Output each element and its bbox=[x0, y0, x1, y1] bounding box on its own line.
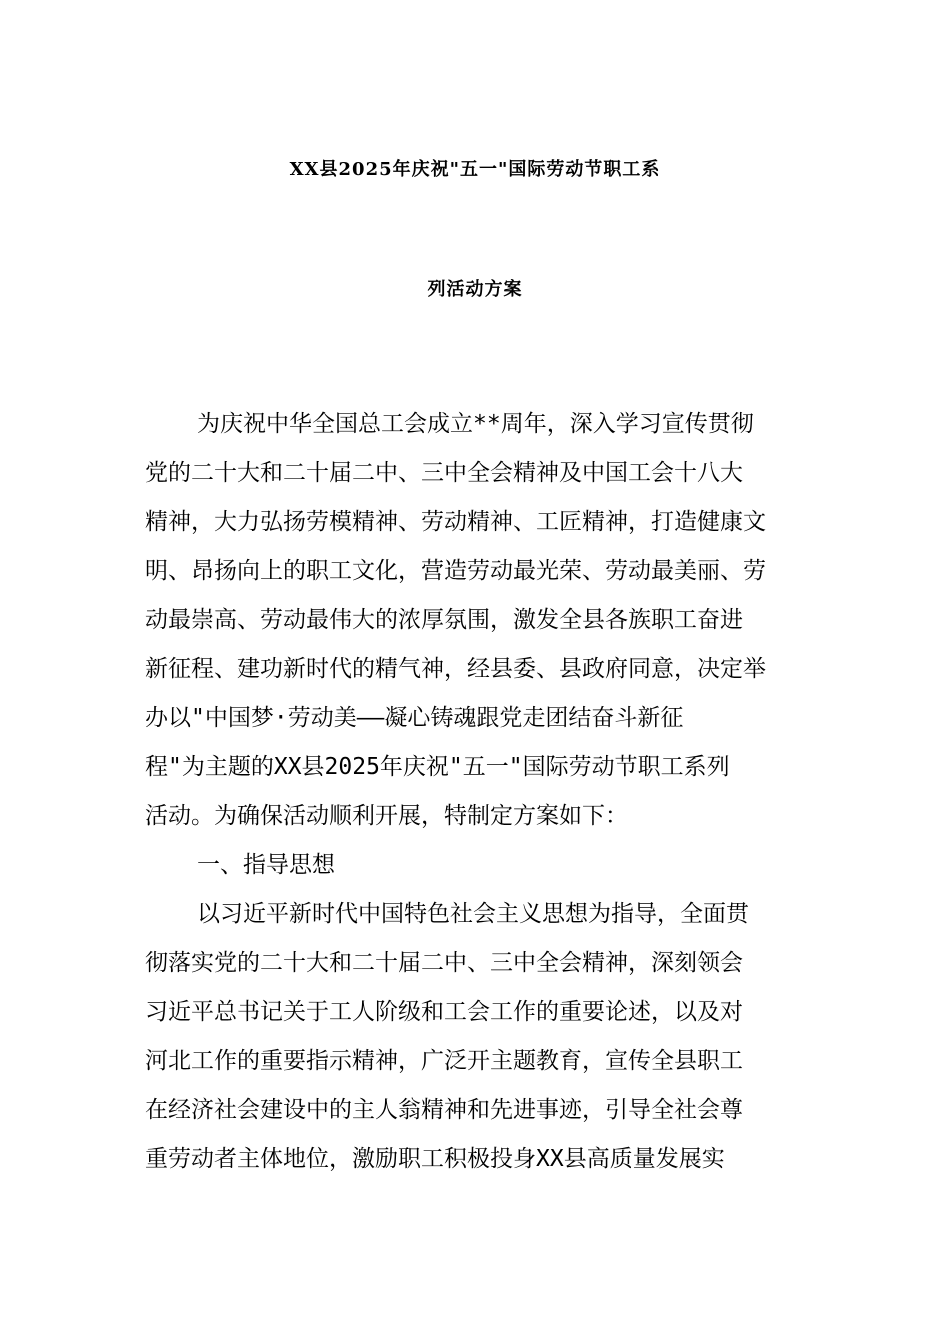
paragraph-1-line-8: 程"为主题的XX县2025年庆祝"五一"国际劳动节职工系列 bbox=[145, 754, 730, 780]
paragraph-2-line-1: 以习近平新时代中国特色社会主义思想为指导，全面贯 bbox=[197, 901, 749, 927]
paragraph-1-line-3: 精神，大力弘扬劳模精神、劳动精神、工匠精神，打造健康文 bbox=[145, 509, 766, 535]
paragraph-1-line-1: 为庆祝中华全国总工会成立**周年，深入学习宣传贯彻 bbox=[197, 411, 754, 437]
section-heading-guiding-ideology: 一、指导思想 bbox=[197, 852, 335, 878]
paragraph-2-line-3: 习近平总书记关于工人阶级和工会工作的重要论述，以及对 bbox=[145, 999, 743, 1025]
paragraph-1-line-5: 动最崇高、劳动最伟大的浓厚氛围，激发全县各族职工奋进 bbox=[145, 607, 743, 633]
paragraph-1-line-4: 明、昂扬向上的职工文化，营造劳动最光荣、劳动最美丽、劳 bbox=[145, 558, 766, 584]
paragraph-2-line-5: 在经济社会建设中的主人翁精神和先进事迹，引导全社会尊 bbox=[145, 1097, 743, 1123]
paragraph-1-line-9: 活动。为确保活动顺利开展，特制定方案如下： bbox=[145, 803, 628, 829]
document-title-line-2: 列活动方案 bbox=[427, 279, 523, 300]
paragraph-2-line-2: 彻落实党的二十大和二十届二中、三中全会精神，深刻领会 bbox=[145, 950, 743, 976]
document-body bbox=[145, 408, 810, 1228]
paragraph-2-line-4: 河北工作的重要指示精神，广泛开主题教育，宣传全县职工 bbox=[145, 1048, 743, 1074]
paragraph-1-line-6: 新征程、建功新时代的精气神，经县委、县政府同意，决定举 bbox=[145, 656, 766, 682]
paragraph-1-line-7: 办以"中国梦·劳动美——凝心铸魂跟党走团结奋斗新征 bbox=[145, 705, 684, 731]
paragraph-2-line-6: 重劳动者主体地位，激励职工积极投身XX县高质量发展实 bbox=[145, 1146, 725, 1172]
document-title-line-1: XX县2025年庆祝"五一"国际劳动节职工系 bbox=[289, 159, 661, 180]
paragraph-1-line-2: 党的二十大和二十届二中、三中全会精神及中国工会十八大 bbox=[145, 460, 743, 486]
